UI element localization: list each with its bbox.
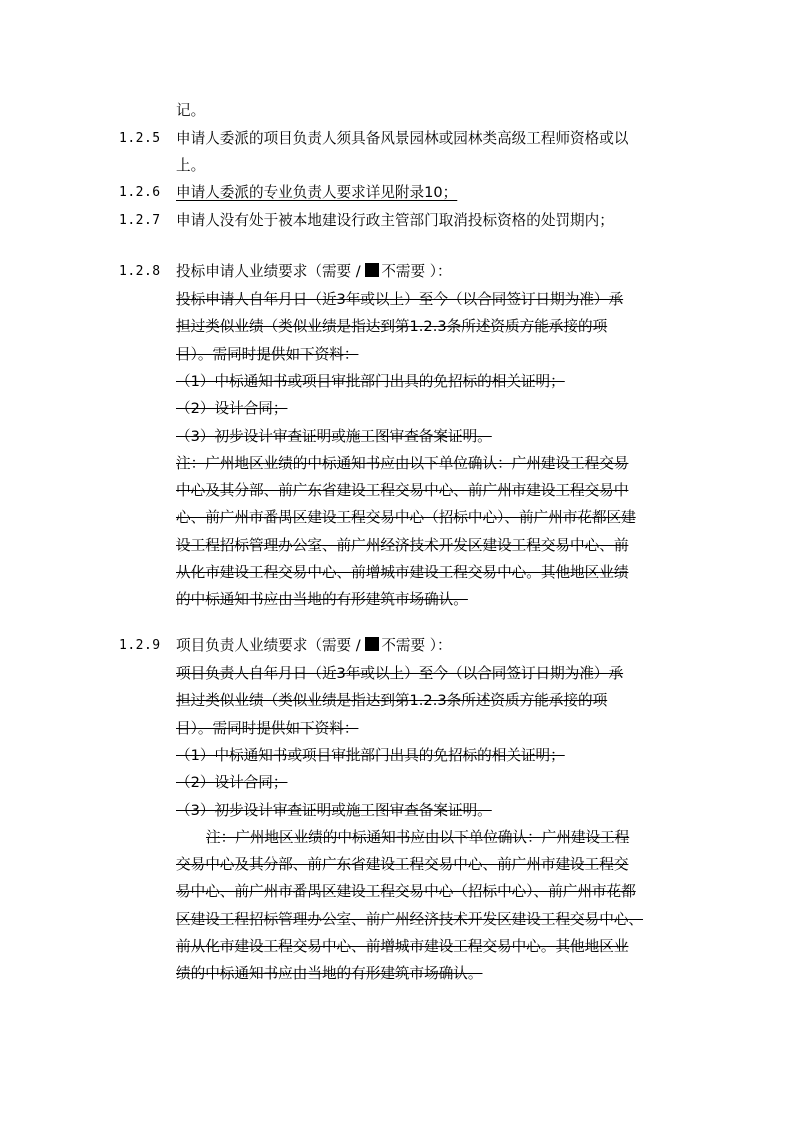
item-126-text: 申请人委派的专业负责人要求详见附录10； — [176, 184, 458, 201]
item-127-text: 申请人没有处于被本地建设行政主管部门取消投标资格的处罚期内； — [176, 212, 614, 229]
checked-box-icon — [365, 637, 379, 651]
item-125-number: 1.2.5 — [119, 131, 161, 146]
item-129-body-line: （3）初步设计审查证明或施工图审查备案证明。 — [176, 801, 492, 819]
item-128-body-line: （1）中标通知书或项目审批部门出具的免招标的相关证明； — [176, 372, 565, 390]
item-128-heading-option: 不需要 ）： — [381, 263, 452, 280]
item-128-body-line: 中心及其分部、前广东省建设工程交易中心、前广州市建设工程交易中 — [176, 482, 629, 500]
item-128-body-line: 投标申请人自年月日（近3年或以上）至今（以合同签订日期为准）承 — [176, 291, 624, 308]
item-126-number: 1.2.6 — [119, 185, 161, 200]
item-128-body-line: 设工程招标管理办公室、前广州经济技术开发区建设工程交易中心、前 — [176, 536, 629, 554]
item-129-heading — [176, 636, 452, 656]
item-125-text-line1: 申请人委派的项目负责人须具备风景园林或园林类高级工程师资格或以 — [176, 130, 629, 147]
item-129-body-line: 易中心、前广州市番禺区建设工程交易中心（招标中心）、前广州市花都 — [176, 883, 636, 901]
item-128-body-line: 心、前广州市番禺区建设工程交易中心（招标中心）、前广州市花都区建 — [176, 509, 636, 527]
item-129-body-line: 交易中心及其分部、前广东省建设工程交易中心、前广州市建设工程交 — [176, 856, 629, 874]
item-128-number: 1.2.8 — [119, 264, 161, 279]
item-125-continuation: 记。 — [176, 102, 206, 119]
item-128-body-line: 担过类似业绩（类似业绩是指达到第1.2.3条所述资质方能承接的项 — [176, 318, 608, 336]
item-128-heading — [176, 262, 452, 282]
item-129-heading-option: 不需要 ）： — [381, 637, 452, 654]
item-125-text-line2: 上。 — [176, 157, 206, 174]
item-128-body-line: 注：广州地区业绩的中标通知书应由以下单位确认：广州建设工程交易 — [176, 454, 629, 472]
item-129-body-line: 目）。需同时提供如下资料： — [176, 719, 359, 737]
item-129-body-line: （1）中标通知书或项目审批部门出具的免招标的相关证明； — [176, 746, 565, 764]
item-129-body-line: 担过类似业绩（类似业绩是指达到第1.2.3条所述资质方能承接的项 — [176, 692, 608, 710]
item-129-body-line: 绩的中标通知书应由当地的有形建筑市场确认。 — [176, 965, 483, 983]
item-129-body-line: （2）设计合同； — [176, 774, 288, 792]
item-129-number: 1.2.9 — [119, 638, 161, 653]
item-129-heading-label: 项目负责人业绩要求（需要 / — [176, 637, 366, 654]
item-128-body-line: 目）。需同时提供如下资料： — [176, 345, 359, 363]
item-128-body-line: 的中标通知书应由当地的有形建筑市场确认。 — [176, 591, 468, 609]
item-128-body-line: （2）设计合同； — [176, 400, 288, 418]
item-129-body-line: 区建设工程招标管理办公室、前广州经济技术开发区建设工程交易中心、 — [176, 910, 644, 928]
item-127-number: 1.2.7 — [119, 213, 161, 228]
item-128-heading-label: 投标申请人业绩要求（需要 / — [176, 263, 366, 280]
item-128-body-line: 从化市建设工程交易中心、前增城市建设工程交易中心。其他地区业绩 — [176, 564, 629, 581]
item-129-body-line: 注：广州地区业绩的中标通知书应由以下单位确认：广州建设工程 — [206, 828, 630, 846]
checked-box-icon — [365, 263, 379, 277]
item-128-body-line: （3）初步设计审查证明或施工图审查备案证明。 — [176, 427, 492, 445]
item-129-body-line: 前从化市建设工程交易中心、前增城市建设工程交易中心。其他地区业 — [176, 938, 629, 955]
item-129-body-line: 项目负责人自年月日（近3年或以上）至今（以合同签订日期为准）承 — [176, 665, 624, 682]
